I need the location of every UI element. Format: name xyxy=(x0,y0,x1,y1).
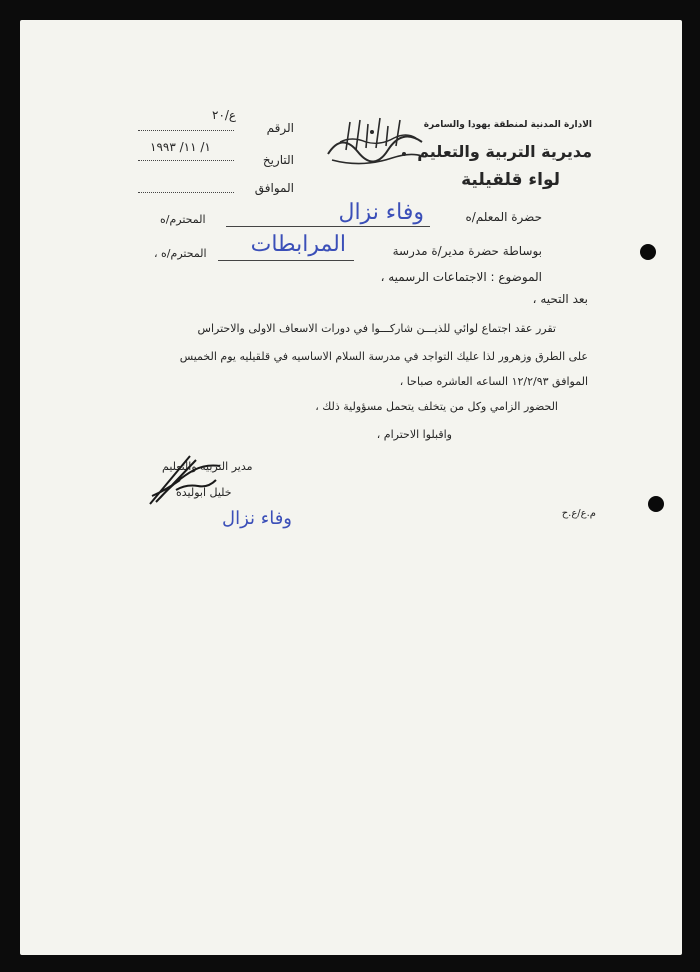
via-honorific: المحترم/ه ، xyxy=(154,247,207,260)
ref-label: الرقم xyxy=(266,121,294,135)
handwritten-signature xyxy=(146,450,226,508)
footnote-initials: م.ع/ع.ح xyxy=(561,508,596,519)
authority-line: الادارة المدنية لمنطقة يهودا والسامرة xyxy=(423,120,592,130)
hijri-label: الموافق xyxy=(254,181,294,195)
body-line-1: تقرر عقد اجتماع لوائي للذيـــن شاركـــوا في دورات الاسعاف الاولى والاحتراس xyxy=(197,322,556,335)
addressee-honorific: المحترم/ه xyxy=(160,213,206,226)
directorate-title: مديرية التربية والتعليم xyxy=(417,142,592,161)
body-line-2: على الطرق وزهرور لذا عليك التواجد في مدرسة السلام الاساسيه في قلقيليه يوم الخميس xyxy=(179,350,588,363)
punch-hole-top xyxy=(640,244,656,260)
date-value: ١/ ١١/ ١٩٩٣ xyxy=(150,140,211,154)
signatory-name: خليل ابوليده xyxy=(176,486,232,499)
bismillah-calligraphy-emblem xyxy=(322,112,428,172)
addressee-line xyxy=(226,226,430,227)
addressee-name-handwritten: وفاء نزال xyxy=(338,200,424,225)
addressee-prefix: حضرة المعلم/ه xyxy=(465,210,542,224)
closing-line: واقبلوا الاحترام ، xyxy=(376,428,452,441)
school-name-handwritten: المرابطات xyxy=(250,232,346,257)
body-line-3: الموافق ١٢/٢/٩٣ الساعه العاشره صباحا ، xyxy=(399,375,588,388)
district-title: لواء قلقيلية xyxy=(461,170,560,190)
body-line-4: الحضور الزامي وكل من يتخلف يتحمل مسؤولية ذلك ، xyxy=(315,400,558,413)
ref-dotline xyxy=(138,130,234,131)
ref-value: ع/٢٠ xyxy=(212,108,237,122)
signatory-title: مدير التربيه والتعليم xyxy=(162,460,253,473)
greeting: بعد التحيه ، xyxy=(532,292,588,306)
handwritten-name-bottom: وفاء نزال xyxy=(222,508,292,529)
via-prefix: بوساطة حضرة مدير/ة مدرسة xyxy=(392,244,542,258)
date-label: التاريخ xyxy=(262,153,294,167)
subject-line: الموضوع : الاجتماعات الرسميه ، xyxy=(380,270,542,284)
punch-hole-bottom xyxy=(648,496,664,512)
via-line xyxy=(218,260,354,261)
hijri-dotline xyxy=(138,192,234,193)
date-dotline xyxy=(138,160,234,161)
